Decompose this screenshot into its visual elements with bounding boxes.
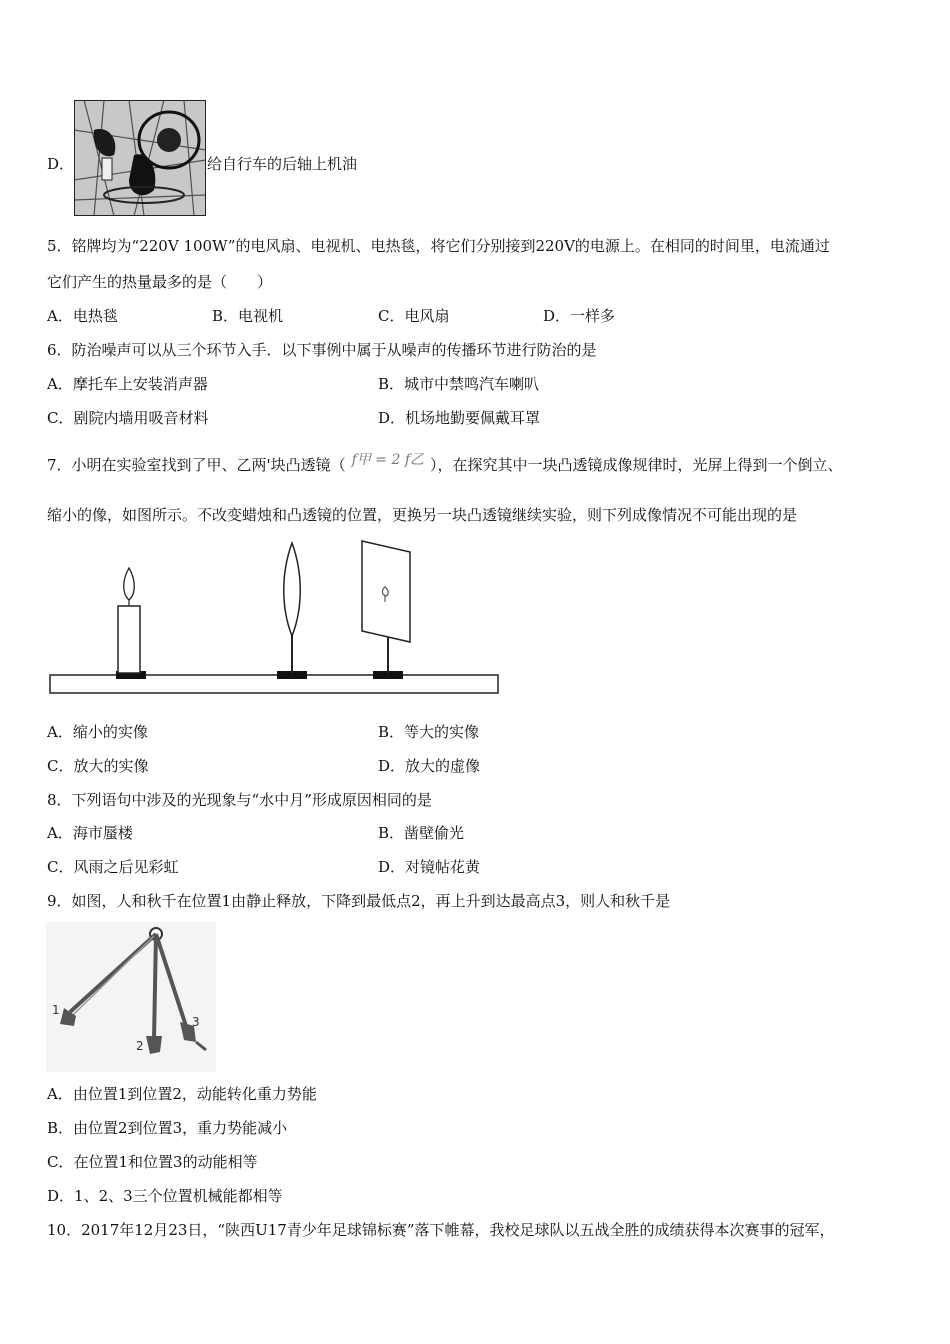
light-screen — [362, 541, 410, 642]
q8-option-c: C．风雨之后见彩虹 — [47, 858, 179, 876]
q8-option-b: B．凿壁偷光 — [378, 824, 465, 842]
swing-label-3: 3 — [192, 1015, 200, 1029]
q10-stem: 10．2017年12月23日，“陕西U17青少年足球锦标赛”落下帷幕，我校足球队以五战全胜的成绩获得本次赛事的冠军， — [47, 1221, 835, 1239]
q6-option-a: A．摩托车上安装消声器 — [47, 375, 208, 393]
q6-option-d: D．机场地勤要佩戴耳罩 — [378, 409, 541, 427]
swing-label-1: 1 — [52, 1003, 60, 1017]
convex-lens — [284, 543, 301, 636]
q8-option-d: D．对镜帖花黄 — [378, 858, 481, 876]
q9-stem: 9．如图，人和秋千在位置1由静止释放，下降到最低点2，再上升到达最高点3，则人和秋千是 — [47, 892, 671, 910]
candle-flame — [124, 568, 135, 600]
q7-stem-part2: ），在探究其中一块凸透镜成像规律时，光屏上得到一个倒立、 — [430, 456, 843, 474]
q6-option-c: C．剧院内墙用吸音材料 — [47, 409, 209, 427]
q6-option-b: B．城市中禁鸣汽车喇叭 — [378, 375, 540, 393]
q5-stem-line1: 5．铭牌均为“220V 100W”的电风扇、电视机、电热毯，将它们分别接到220V的电源上。在相同的时间里，电流通过 — [47, 237, 830, 255]
q5-option-c: C．电风扇 — [378, 307, 450, 325]
q9-option-c: C．在位置1和位置3的动能相等 — [47, 1153, 258, 1171]
swing-label-2: 2 — [136, 1039, 144, 1053]
q9-option-d: D．1、2、3三个位置机械能都相等 — [47, 1187, 283, 1205]
q7-option-d: D．放大的虚像 — [378, 757, 481, 775]
q5-stem-line2: 它们产生的热量最多的是（ ） — [47, 273, 273, 291]
q6-stem: 6．防治噪声可以从三个环节入手．以下事例中属于从噪声的传播环节进行防治的是 — [47, 341, 597, 359]
q7-option-b: B．等大的实像 — [378, 723, 480, 741]
q8-option-a: A．海市蜃楼 — [47, 824, 133, 842]
q7-stem-part1: 7．小明在实验室找到了甲、乙两'块凸透镜（ — [47, 456, 346, 474]
q9-option-a: A．由位置1到位置2，动能转化重力势能 — [47, 1085, 317, 1103]
swing-figure — [46, 922, 216, 1072]
q5-option-b: B．电视机 — [212, 307, 284, 325]
q7-option-a: A．缩小的实像 — [47, 723, 148, 741]
q4-option-d-label: D． — [47, 155, 75, 173]
q8-stem: 8．下列语句中涉及的光现象与“水中月”形成原因相同的是 — [47, 791, 432, 809]
q7-stem-line2: 缩小的像，如图所示。不改变蜡烛和凸透镜的位置，更换另一块凸透镜继续实验，则下列成像情况不可能出现的是 — [47, 506, 798, 524]
q5-option-d: D．一样多 — [543, 307, 616, 325]
q7-focal-formula: f甲 = 2 f乙 — [351, 452, 425, 468]
q7-option-c: C．放大的实像 — [47, 757, 149, 775]
optical-bench-figure — [48, 538, 502, 698]
q4-option-d-text: 给自行车的后轴上机油 — [207, 155, 358, 173]
candle — [118, 606, 140, 673]
q5-option-a: A．电热毯 — [47, 307, 118, 325]
q7-stem-line1 — [47, 452, 843, 476]
q9-option-b: B．由位置2到位置3，重力势能减小 — [47, 1119, 288, 1137]
bicycle-oiling-photo — [74, 100, 206, 216]
